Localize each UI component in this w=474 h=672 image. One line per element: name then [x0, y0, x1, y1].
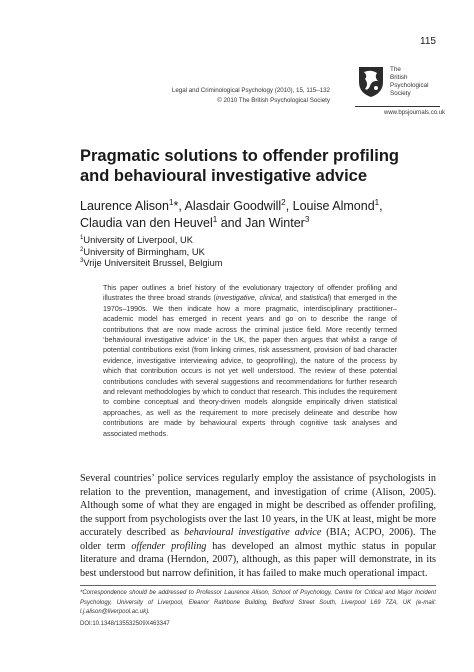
society-name-line: Psychological — [390, 82, 429, 89]
author-name: Jan Winter — [245, 216, 305, 230]
society-name-line: The — [390, 66, 401, 73]
footnote-divider — [80, 585, 436, 586]
author-affiliation-mark: 2 — [281, 197, 286, 207]
body-emphasis: behavioural investigative advice — [184, 527, 322, 538]
doi-link[interactable]: DOI:10.1348/135532509X463347 — [80, 621, 170, 627]
page-number: 115 — [420, 36, 436, 47]
author-correspondence-mark: *, — [173, 199, 182, 213]
affiliation-item — [80, 258, 420, 270]
abstract-text: and — [282, 294, 300, 303]
body-emphasis: offender profiling — [131, 540, 207, 552]
journal-citation-block — [70, 86, 330, 106]
author-affiliation-mark: 1 — [168, 197, 174, 207]
author-name: Alasdair Goodwill — [181, 199, 282, 213]
header-divider — [355, 106, 440, 107]
author-affiliation-mark: 1 — [212, 214, 218, 224]
journal-citation: Legal and Criminological Psychology (2010), 15, 115–132 — [171, 87, 330, 94]
author-name: Louise Almond — [289, 199, 375, 213]
affiliation-item — [80, 235, 420, 247]
author-list — [80, 198, 420, 232]
author-name: Claudia van den Heuvel — [80, 216, 213, 230]
journal-website-link[interactable]: www.bpsjournals.co.uk — [384, 110, 446, 116]
author-affiliation-mark: 3 — [304, 214, 310, 224]
author-affiliation-mark: 1 — [374, 197, 380, 207]
abstract-emphasis: investigative, clinical, — [215, 294, 283, 303]
affiliation-mark: 2 — [80, 246, 84, 253]
body-text: (BIA; ACPO, 2006). The older term — [80, 527, 436, 552]
society-crest-icon — [356, 64, 386, 98]
author-name: Laurence Alison — [80, 199, 169, 213]
author-separator: , — [379, 199, 383, 213]
affiliation-text: Vrije Universiteit Brussel, Belgium — [83, 258, 223, 268]
journal-copyright: © 2010 The British Psychological Society — [217, 97, 330, 104]
society-name-line: Society — [390, 90, 411, 97]
body-text: has developed an almost mythic status in popular literature and drama (Herndon, 2007), although, as this paper will demonstrate, in its best understood but narrow definition, it has failed to make much operational impact. — [80, 540, 436, 579]
affiliation-text: University of Birmingham, UK — [83, 246, 205, 257]
body-text: Several countries’ police services regularly employ the assistance of psychologists in relation to the prevention, management, and investigation of crime (Alison, 2005). Although some of what they are engaged in might be described as offender profiling, the support from psychologists over the last 10 years, in the UK at least, might be more accurately described as — [80, 473, 436, 538]
crest-dot-shape — [374, 86, 378, 90]
author-separator: and — [217, 216, 246, 230]
article-title: Pragmatic solutions to offender profiling and behavioural investigative advice — [80, 147, 400, 185]
affiliation-item — [80, 247, 420, 259]
society-name — [390, 66, 429, 98]
body-paragraph — [80, 472, 436, 580]
abstract-text: ) that emerged in the 1970s–1990s. We then indicate how a more pragmatic, interdisciplinary practitioner–academic model has emerged in recent years and go on to describe the range of contributions that are now made across the criminal justice field. More recently termed ‘behavioural investigative advice’ in the UK, the paper then argues that whilst a range of potential contributions exist (from linking crimes, risk assessment, provision of bad character evidence, investigative interviewing advice, to geoprofiling), the nature of the process by which that contribution occurs is not yet well understood. The review of these potential contributions concludes with several suggestions and recommendations for further research and relevant methodologies by which to conduct that research. This includes the requirement to combine conceptual and theory-driven models alongside empirically driven statistical approaches, as well as the requirement to more precisely delineate and describe how contributions are made by behavioural experts through cognitive task analyses and associated methods. — [103, 294, 397, 438]
correspondence-footnote: *Correspondence should be addressed to Professor Laurence Alison, School of Psychology, Centre for Critical and Major Incident Psychology, University of Liverpool, Eleanor Rathbone Building, Bedford Street South, Liverpool L69 7ZA, UK (e-mail: l.j.alison@liverpool.ac.uk). — [80, 590, 436, 615]
society-name-line: British — [390, 74, 408, 81]
affiliation-mark: 1 — [80, 234, 84, 241]
author-separator: , — [285, 199, 290, 213]
affiliation-list — [80, 235, 420, 270]
abstract-text: This paper outlines a brief history of the evolutionary trajectory of offender profiling and illustrates the three broad strands ( — [103, 284, 397, 303]
affiliation-mark: 3 — [80, 257, 84, 264]
abstract-emphasis: statistical — [299, 294, 329, 303]
affiliation-text: University of Liverpool, UK — [83, 235, 193, 245]
abstract — [103, 283, 397, 439]
